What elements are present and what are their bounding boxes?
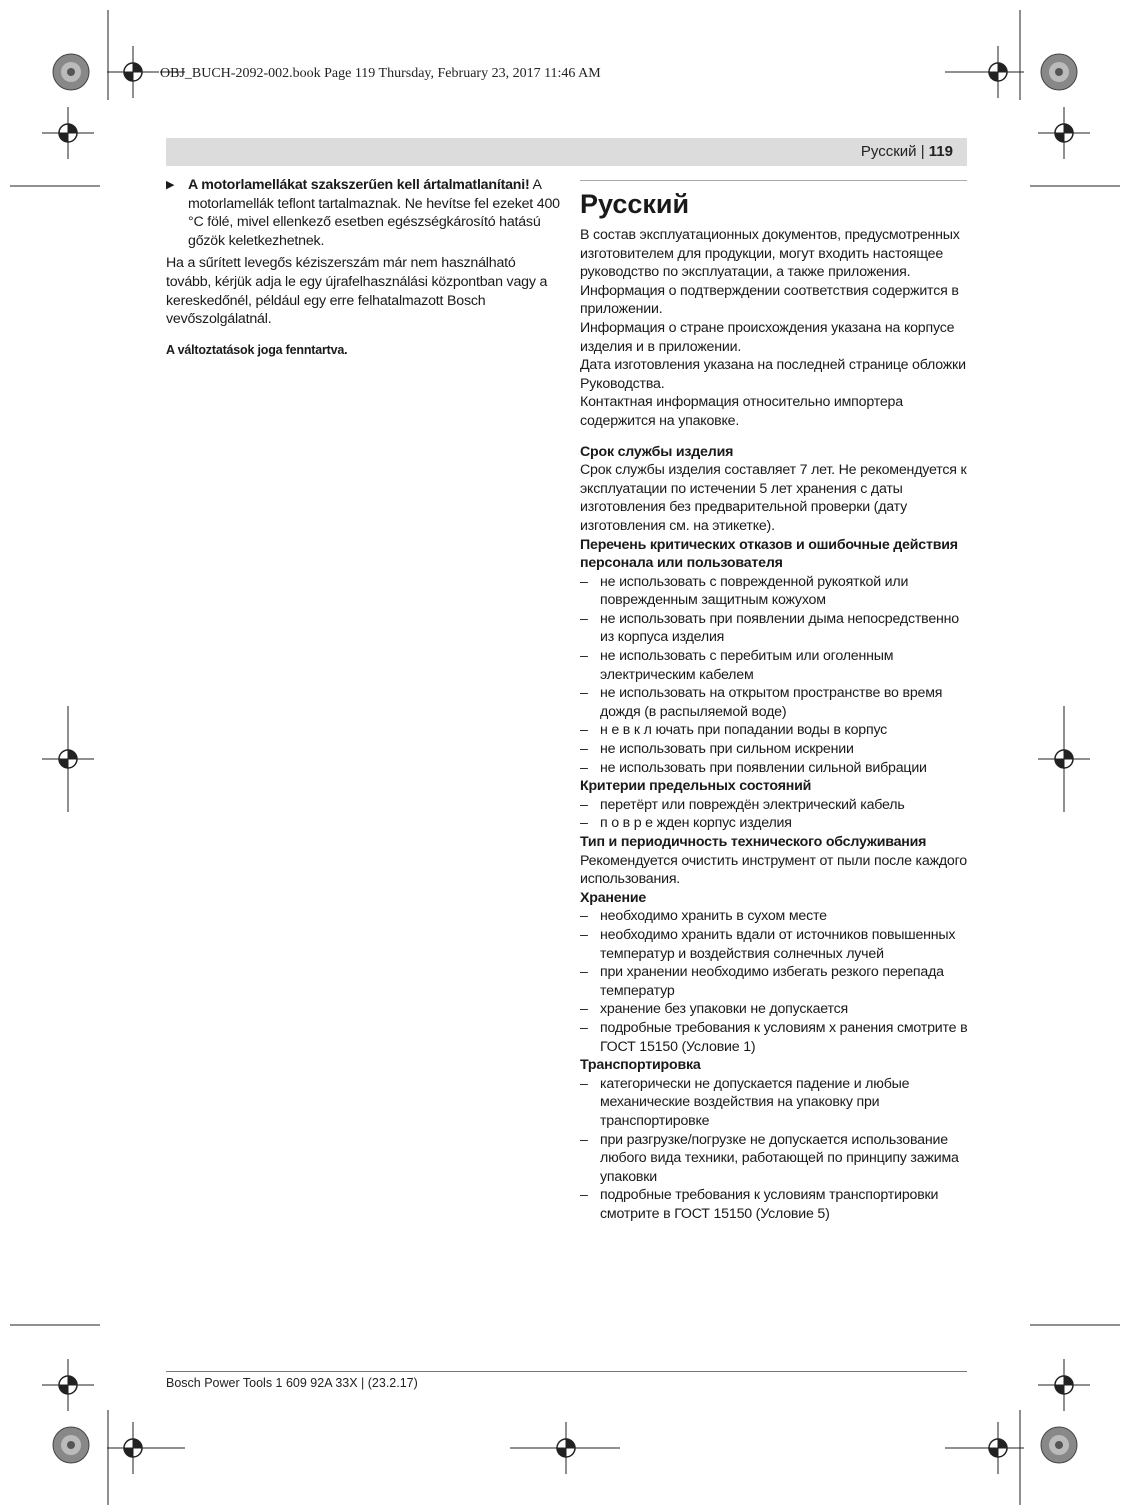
service-life-text: Срок службы изделия составляет 7 лет. Не рекомендуется к эксплуатации по истечении 5 лет хранения с даты изготовления без предварительной проверки (дату изготовления см. на этикетке). (580, 462, 967, 534)
failures-heading: Перечень критических отказов и ошибочные действия персонала или пользователя (580, 536, 958, 572)
limits-heading: Критерии предельных состояний (580, 778, 812, 795)
page-number: 119 (928, 143, 953, 160)
footer-rule (166, 1371, 967, 1372)
page-footer: Bosch Power Tools 1 609 92A 33X | (23.2.17) (166, 1376, 418, 1390)
list-item: – н е в к л ючать при попадании воды в корпус (580, 722, 888, 739)
service-life-heading: Срок службы изделия (580, 443, 734, 460)
list-item: – не использовать с поврежденной рукояткой или поврежденным защитным кожухом (580, 573, 909, 609)
storage-heading: Хранение (580, 889, 647, 906)
list-item: – категорически не допускается падение и любые механические воздействия на упаковку при транспортировке (580, 1075, 910, 1129)
list-item: – необходимо хранить вдали от источников повышенных температур и воздействия солнечных лучей (580, 926, 956, 962)
list-item: – при хранении необходимо избегать резкого перепада температур (580, 964, 944, 999)
warning-text: A motorlamellák teflont tartalmaznak. Ne hevítse fel ezeket 400 °C fölé, mivel ellenkező esetben egészségkárosító hatású gőzök keletkezhetnek. (188, 177, 560, 249)
maintenance-heading: Тип и периодичность технического обслуживания (580, 834, 927, 850)
list-item: – не использовать на открытом пространстве во время дождя (в распыляемой воде) (580, 685, 943, 720)
list-item: – не использовать при появлении дыма непосредственно из корпуса изделия (580, 610, 959, 646)
intro-paragraph-2: Информация о подтверждении соответствия содержится в приложении. (580, 282, 959, 318)
list-item: – не использовать при сильном искрении (580, 741, 854, 758)
list-item: – перетёрт или повреждён электрический кабель (580, 796, 905, 813)
list-item: – подробные требования к условиям транспортировки смотрите в ГОСТ 15150 (Условие 5) (580, 1187, 939, 1222)
list-item: – не использовать при появлении сильной вибрации (580, 759, 927, 776)
recycling-paragraph: Ha a sűrített levegős kéziszerszám már nem használható tovább, kérjük adja le egy újrafelhasználási központban vagy a kereskedőnél, például egy erre felhatalmazott Bosch vevőszolgálatnál. (166, 255, 548, 328)
triangle-bullet-icon: ▶ (166, 179, 175, 191)
header-separator: | (916, 143, 929, 160)
list-item: – не использовать с перебитым или оголенным электрическим кабелем (580, 648, 894, 683)
list-item: – п о в р е жден корпус изделия (580, 815, 792, 832)
intro-paragraph-1: В состав эксплуатационных документов, предусмотренных изготовителем для продукции, могут входить настоящее руководство по эксплуатации, а также приложения. (580, 227, 960, 281)
print-slug: OBJ_BUCH-2092-002.book Page 119 Thursday, February 23, 2017 11:46 AM (160, 66, 601, 81)
list-item: – подробные требования к условиям х ранения смотрите в ГОСТ 15150 (Условие 1) (580, 1019, 968, 1055)
left-column (166, 176, 564, 363)
disposal-warning (166, 176, 564, 250)
header-language: Русский (860, 143, 917, 160)
page-header (166, 138, 967, 166)
right-column (580, 180, 970, 1223)
list-item: – необходимо хранить в сухом месте (580, 908, 827, 925)
transport-heading: Транспортировка (580, 1057, 701, 1074)
intro-paragraph-4: Дата изготовления указана на последней странице обложки Руководства. (580, 357, 966, 392)
maintenance-text: Рекомендуется очистить инструмент от пыли после каждого использования. (580, 852, 967, 888)
rights-note: A változtatások joga fenntartva. (166, 342, 348, 357)
list-item: – хранение без упаковки не допускается (580, 1001, 849, 1018)
intro-paragraph-5: Контактная информация относительно импортера содержится на упаковке. (580, 394, 903, 429)
section-title: Русский (580, 189, 690, 219)
warning-bold: A motorlamellákat szakszerűen kell ártalmatlanítani! (188, 177, 530, 193)
list-item: – при разгрузке/погрузке не допускается использование любого вида техники, работающей по принципу зажима упаковки (580, 1131, 959, 1185)
intro-paragraph-3: Информация о стране происхождения указана на корпусе изделия и в приложении. (580, 319, 955, 355)
